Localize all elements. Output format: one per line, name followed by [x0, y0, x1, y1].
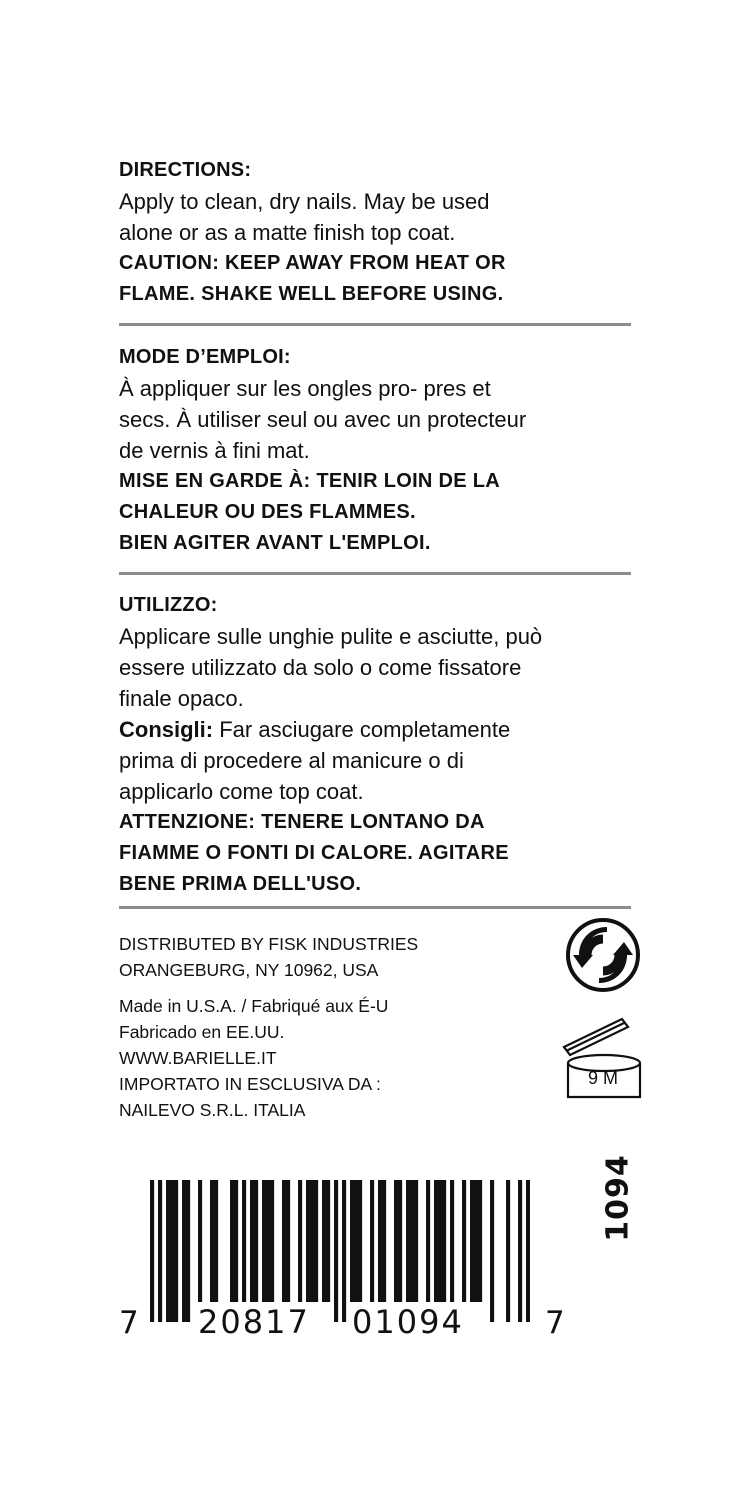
barcode-bar	[518, 1180, 522, 1322]
barcode-bar	[462, 1180, 466, 1302]
consigli-line	[119, 714, 634, 745]
barcode-last-digit: 7	[545, 1305, 565, 1341]
barcode-bar	[230, 1180, 234, 1302]
barcode	[150, 1180, 530, 1322]
barcode-bar	[442, 1180, 446, 1302]
barcode-bar	[182, 1180, 186, 1322]
barcode-bar	[254, 1180, 258, 1302]
barcode-bar	[210, 1180, 214, 1302]
barcode-bar	[306, 1180, 310, 1302]
origin-block	[119, 993, 559, 1123]
barcode-bar	[282, 1180, 286, 1302]
mode-emploi-caution: BIEN AGITER AVANT L'EMPLOI.	[119, 532, 431, 554]
consigli-line: prima di procedere al manicure o di	[119, 748, 464, 773]
utilizzo-caution: BENE PRIMA DELL'USO.	[119, 873, 362, 895]
origin-line: IMPORTATO IN ESCLUSIVA DA :	[119, 1074, 381, 1094]
barcode-bar	[350, 1180, 354, 1302]
barcode-bar	[506, 1180, 510, 1322]
mode-emploi-caution: CHALEUR OU DES FLAMMES.	[119, 501, 416, 523]
barcode-bar	[434, 1180, 438, 1302]
barcode-bar	[150, 1180, 154, 1322]
barcode-bar	[262, 1180, 266, 1302]
barcode-bar	[394, 1180, 398, 1302]
product-code	[596, 1150, 640, 1245]
origin-line: NAILEVO S.R.L. ITALIA	[119, 1100, 306, 1120]
barcode-bar	[334, 1180, 338, 1322]
barcode-bar	[470, 1180, 474, 1302]
mode-emploi-caution: MISE EN GARDE À: TENIR LOIN DE LA	[119, 470, 501, 492]
pao-label: 9 M	[587, 1068, 618, 1088]
barcode-bar	[286, 1180, 290, 1302]
barcode-bar	[270, 1180, 274, 1302]
barcode-bar	[170, 1180, 174, 1322]
origin-line: Fabricado en EE.UU.	[119, 1022, 285, 1042]
utilizzo-heading: UTILIZZO:	[119, 594, 218, 616]
barcode-bar	[234, 1180, 238, 1302]
barcode-bar	[250, 1180, 254, 1302]
mode-emploi-line: secs. À utiliser seul ou avec un protecteur	[119, 407, 527, 432]
distributor-line: DISTRIBUTED BY FISK INDUSTRIES	[119, 934, 419, 954]
barcode-bar	[378, 1180, 382, 1302]
directions-line: alone or as a matte finish top coat.	[119, 220, 456, 245]
barcode-bar	[158, 1180, 162, 1322]
origin-line: Made in U.S.A. / Fabriqué aux É-U	[119, 996, 389, 1016]
utilizzo-line: essere utilizzato da solo o come fissatore	[119, 655, 522, 680]
distributor-block	[119, 931, 559, 983]
barcode-bar	[342, 1180, 346, 1322]
barcode-bar	[478, 1180, 482, 1302]
directions-caution: CAUTION: KEEP AWAY FROM HEAT OR	[119, 252, 506, 274]
barcode-bar	[322, 1180, 326, 1302]
consigli-text: Far asciugare completamente	[213, 717, 511, 742]
barcode-bar	[174, 1180, 178, 1322]
barcode-bar	[474, 1180, 478, 1302]
utilizzo-line: Applicare sulle unghie pulite e asciutte, può	[119, 624, 543, 649]
barcode-first-digit: 7	[119, 1305, 139, 1341]
barcode-bar	[358, 1180, 362, 1302]
divider	[119, 906, 631, 909]
divider	[119, 323, 631, 326]
barcode-bar	[490, 1180, 494, 1322]
mode-emploi-section	[119, 342, 634, 559]
barcode-bar	[438, 1180, 442, 1302]
utilizzo-caution: FIAMME O FONTI DI CALORE. AGITARE	[119, 842, 509, 864]
utilizzo-caution: ATTENZIONE: TENERE LONTANO DA	[119, 811, 485, 833]
mode-emploi-line: de vernis à fini mat.	[119, 438, 310, 463]
barcode-bar	[186, 1180, 190, 1322]
period-after-opening-icon	[558, 1005, 646, 1105]
barcode-bar	[382, 1180, 386, 1302]
barcode-bar	[298, 1180, 302, 1302]
consigli-label: Consigli:	[119, 717, 214, 742]
consigli-line: applicarlo come top coat.	[119, 779, 364, 804]
utilizzo-line: finale opaco.	[119, 686, 244, 711]
barcode-bar	[526, 1180, 530, 1322]
barcode-bar	[450, 1180, 454, 1302]
green-dot-recycling-icon	[565, 917, 641, 993]
barcode-bar	[326, 1180, 330, 1302]
barcode-bar	[414, 1180, 418, 1302]
mode-emploi-line: À appliquer sur les ongles pro- pres et	[119, 376, 491, 401]
barcode-bar	[410, 1180, 414, 1302]
utilizzo-section	[119, 590, 634, 900]
barcode-bar	[370, 1180, 374, 1302]
distributor-line: ORANGEBURG, NY 10962, USA	[119, 960, 379, 980]
mode-emploi-heading: MODE D’EMPLOI:	[119, 346, 291, 368]
directions-heading: DIRECTIONS:	[119, 159, 252, 181]
directions-caution: FLAME. SHAKE WELL BEFORE USING.	[119, 283, 504, 305]
barcode-bar	[398, 1180, 402, 1302]
barcode-bar	[242, 1180, 246, 1302]
barcode-bar	[198, 1180, 202, 1302]
barcode-right-digits: 01094	[352, 1303, 464, 1341]
directions-section	[119, 155, 634, 310]
divider	[119, 572, 631, 575]
barcode-bar	[214, 1180, 218, 1302]
directions-line: Apply to clean, dry nails. May be used	[119, 189, 490, 214]
barcode-bar	[166, 1180, 170, 1322]
product-code-text: 1094	[600, 1153, 636, 1242]
barcode-bar	[266, 1180, 270, 1302]
origin-line: WWW.BARIELLE.IT	[119, 1048, 277, 1068]
barcode-bar	[426, 1180, 430, 1302]
barcode-bar	[354, 1180, 358, 1302]
barcode-bar	[310, 1180, 314, 1302]
barcode-bar	[314, 1180, 318, 1302]
barcode-left-digits: 20817	[198, 1303, 310, 1341]
barcode-bar	[406, 1180, 410, 1302]
